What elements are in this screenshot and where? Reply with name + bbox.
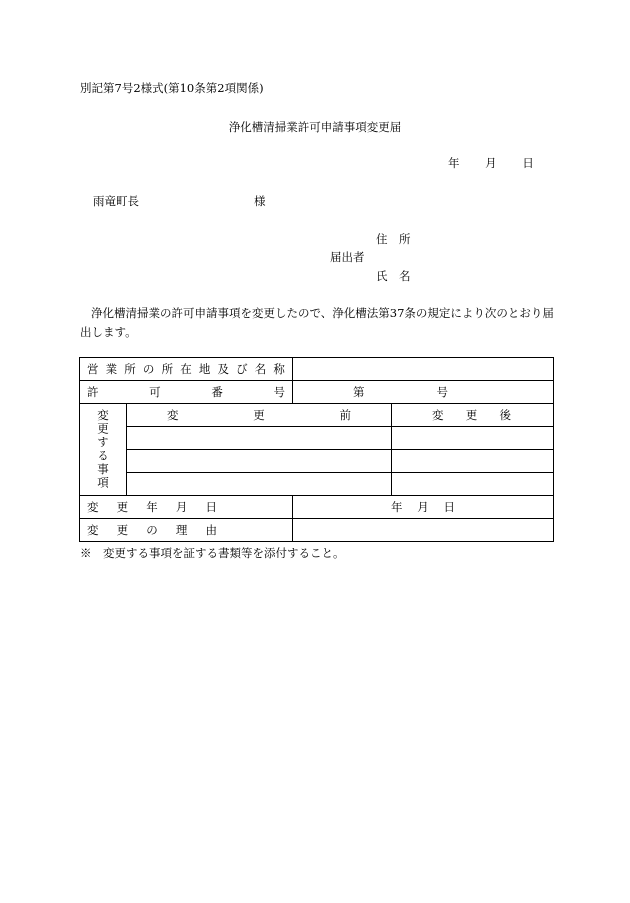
form-id: 別記第7号2様式(第10条第2項関係) bbox=[80, 81, 264, 95]
change-reason-label-text bbox=[87, 522, 217, 538]
label-char: 号 bbox=[273, 385, 285, 399]
label-char: 理 bbox=[175, 523, 188, 537]
change-row-3 bbox=[80, 473, 554, 496]
label-char: 由 bbox=[205, 523, 217, 537]
label-char: 月 bbox=[175, 500, 188, 514]
label-char: 変 bbox=[432, 408, 444, 422]
office-location-field[interactable] bbox=[293, 358, 554, 381]
change-date-label-text bbox=[87, 499, 217, 515]
label-char: 所 bbox=[161, 362, 174, 376]
label-char: 前 bbox=[339, 408, 351, 422]
label-char: 変 bbox=[87, 500, 99, 514]
label-char: 名 bbox=[254, 362, 267, 376]
label-char: 年 bbox=[146, 500, 158, 514]
label-char: の bbox=[146, 523, 158, 537]
label-char: 可 bbox=[149, 385, 161, 399]
label-char: 月 bbox=[417, 500, 429, 514]
label-char: 及 bbox=[217, 362, 229, 376]
office-location-label-text bbox=[87, 361, 285, 377]
change-row-2 bbox=[80, 450, 554, 473]
body-text: 浄化槽清掃業の許可申請事項を変更したので、浄化槽法第37条の規定により次のとおり届出します。 bbox=[80, 306, 554, 339]
label-char: 業 bbox=[105, 362, 118, 376]
notifier-label: 届出者 bbox=[330, 250, 365, 264]
after-change-field-1[interactable] bbox=[392, 427, 554, 450]
document-title: 浄化槽清掃業許可申請事項変更届 bbox=[228, 120, 402, 134]
label-char: 更 bbox=[116, 500, 129, 514]
label-char: 号 bbox=[436, 385, 448, 399]
row-permit-number bbox=[80, 381, 554, 404]
change-row-1 bbox=[80, 427, 554, 450]
label-char: 更 bbox=[253, 408, 265, 422]
label-char: 第 bbox=[353, 385, 365, 399]
label-char: 許 bbox=[87, 385, 99, 399]
row-change-date bbox=[80, 496, 554, 519]
before-change-header-text bbox=[167, 407, 351, 423]
after-change-field-3[interactable] bbox=[392, 473, 554, 496]
after-change-field-2[interactable] bbox=[392, 450, 554, 473]
label-char: 日 bbox=[205, 500, 217, 514]
label-char: 番 bbox=[211, 385, 223, 399]
row-change-header bbox=[80, 404, 554, 427]
label-char: 地 bbox=[198, 362, 211, 376]
after-change-header bbox=[392, 404, 554, 427]
label-char: 在 bbox=[180, 362, 192, 376]
date-month: 月 bbox=[485, 156, 497, 170]
permit-number-field[interactable] bbox=[293, 381, 554, 404]
change-form-table bbox=[79, 357, 554, 542]
after-change-header-text bbox=[432, 407, 511, 423]
office-location-label bbox=[80, 358, 293, 381]
label-char: 営 bbox=[87, 362, 99, 376]
label-char: 日 bbox=[443, 500, 455, 514]
permit-number-value bbox=[353, 384, 448, 400]
label-char: 更 bbox=[465, 408, 478, 422]
address-label: 住 所 bbox=[376, 232, 411, 246]
addressee-mayor: 雨竜町長 bbox=[93, 194, 139, 208]
before-change-field-1[interactable] bbox=[127, 427, 392, 450]
label-char: 所 bbox=[124, 362, 136, 376]
label-char: び bbox=[236, 362, 248, 376]
label-char: 更 bbox=[116, 523, 129, 537]
before-change-header bbox=[127, 404, 392, 427]
label-char: 変 bbox=[87, 523, 99, 537]
label-char: 変 bbox=[167, 408, 179, 422]
change-date-label bbox=[80, 496, 293, 519]
before-change-field-2[interactable] bbox=[127, 450, 392, 473]
row-change-reason bbox=[80, 519, 554, 542]
change-reason-field[interactable] bbox=[293, 519, 554, 542]
label-char: の bbox=[142, 362, 155, 376]
attachment-note: ※ 変更する事項を証する書類等を添付すること。 bbox=[80, 546, 345, 560]
change-date-field[interactable] bbox=[293, 496, 554, 519]
change-items-label-text: 変更する事項 bbox=[96, 409, 110, 490]
date-day: 日 bbox=[522, 156, 534, 170]
permit-number-label-text bbox=[87, 384, 285, 400]
change-date-value bbox=[391, 499, 455, 515]
label-char: 後 bbox=[499, 408, 511, 422]
name-label: 氏 名 bbox=[376, 269, 411, 283]
row-office-location bbox=[80, 358, 554, 381]
before-change-field-3[interactable] bbox=[127, 473, 392, 496]
addressee-honorific: 様 bbox=[254, 194, 266, 208]
change-reason-label bbox=[80, 519, 293, 542]
change-items-label bbox=[80, 404, 127, 496]
permit-number-label bbox=[80, 381, 293, 404]
label-char: 年 bbox=[391, 500, 403, 514]
label-char: 称 bbox=[273, 362, 285, 376]
date-year: 年 bbox=[448, 156, 460, 170]
submission-date bbox=[448, 155, 534, 171]
